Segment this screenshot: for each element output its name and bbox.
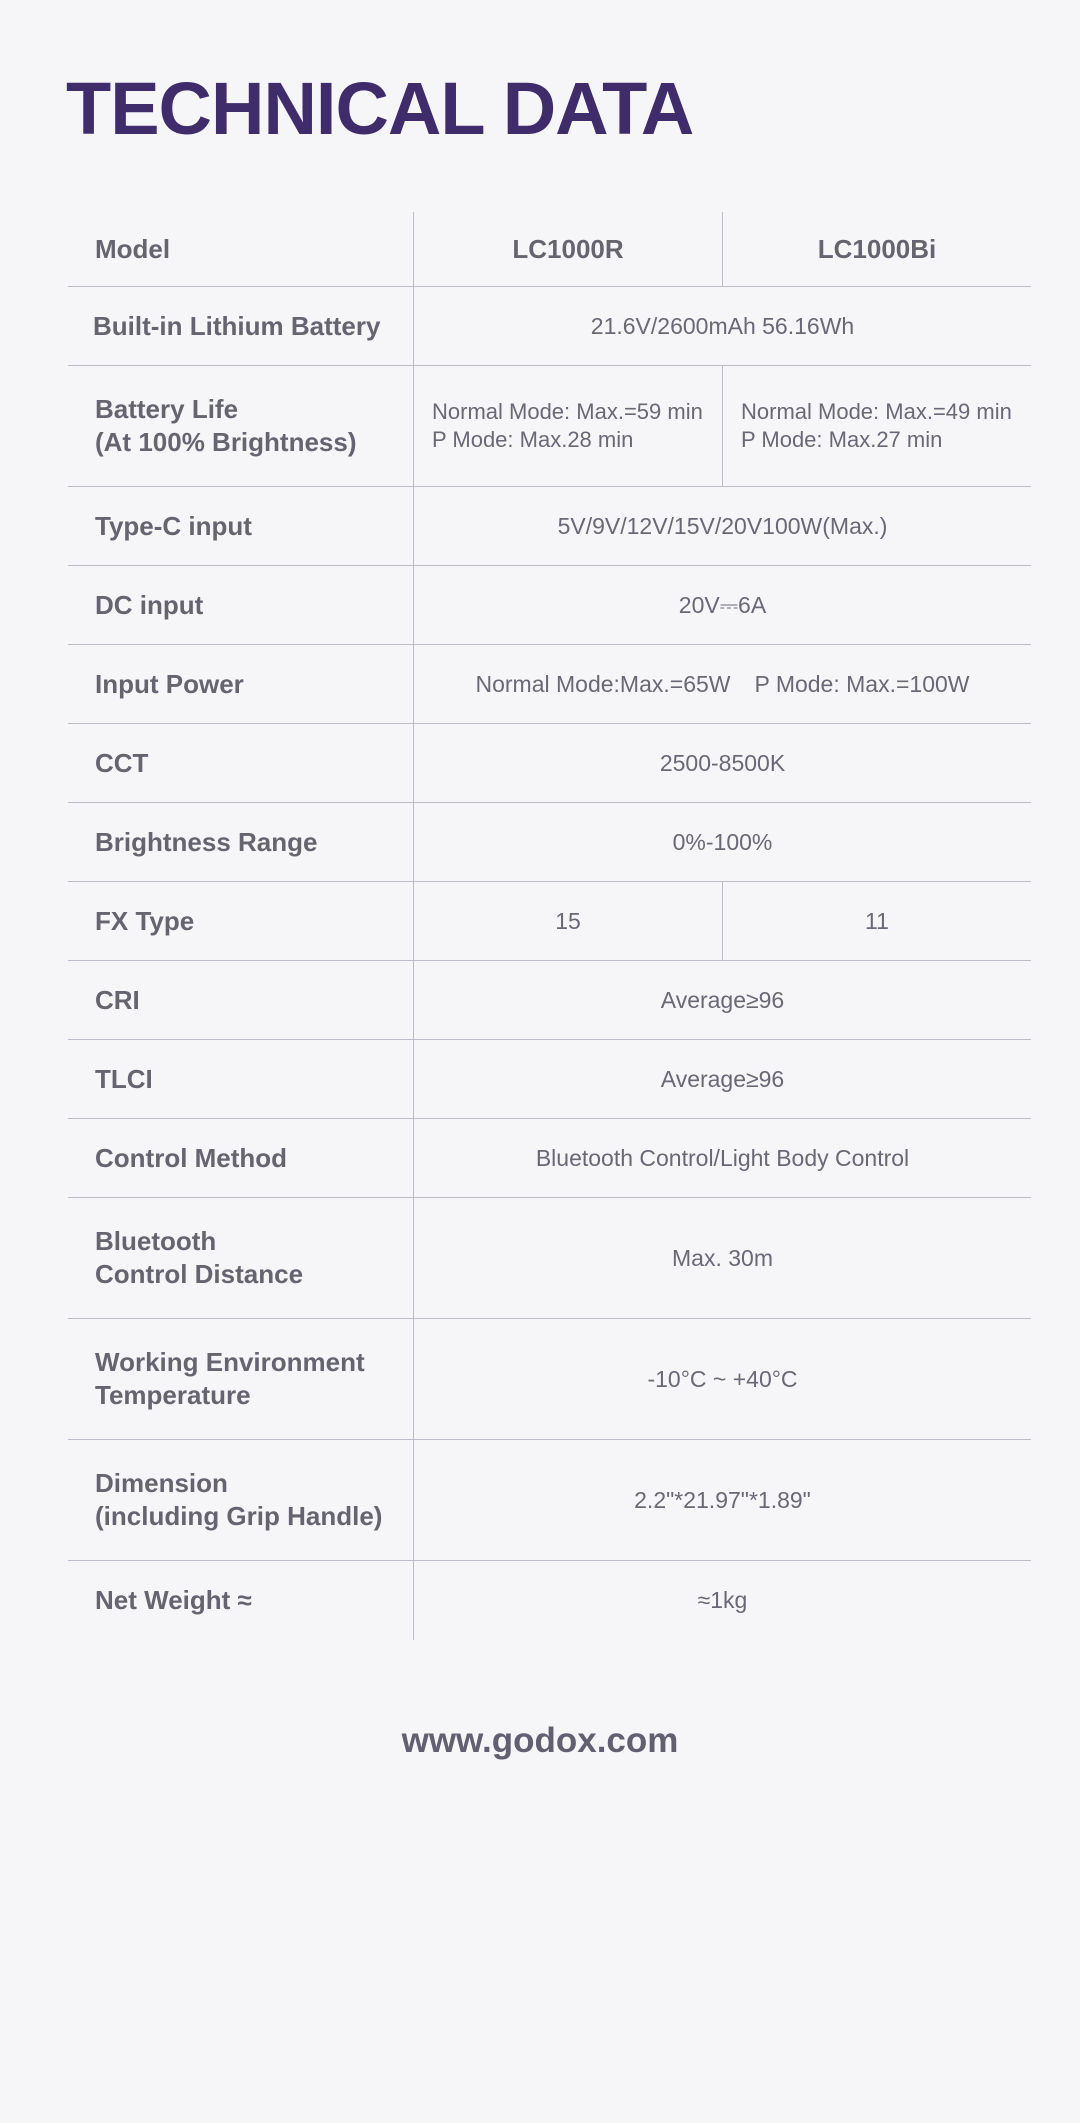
table-row-fx xyxy=(68,882,1031,961)
row-value: 2500-8500K xyxy=(659,749,786,776)
row-value: 2.2"*21.97"*1.89" xyxy=(634,1486,811,1513)
row-label: Type-C input xyxy=(68,487,414,565)
row-value: 20V⎓6A xyxy=(678,591,767,618)
row-label xyxy=(68,1440,414,1560)
table-row-cri xyxy=(68,961,1031,1040)
page-title: TECHNICAL DATA xyxy=(66,67,694,150)
row-label: Built-in Lithium Battery xyxy=(68,287,414,365)
row-label: Net Weight ≈ xyxy=(68,1561,414,1640)
row-label: CCT xyxy=(68,724,414,802)
table-row-control xyxy=(68,1119,1031,1198)
battery-life-normal: Normal Mode: Max.=49 min xyxy=(741,399,1012,424)
row-label-line: (including Grip Handle) xyxy=(95,1501,383,1531)
input-power-normal: Normal Mode:Max.=65W xyxy=(475,670,731,697)
row-label-line: Bluetooth xyxy=(95,1226,217,1256)
row-label: Model xyxy=(68,212,414,286)
model-lc1000bi: LC1000Bi xyxy=(817,233,937,264)
row-label: Control Method xyxy=(68,1119,414,1197)
table-row-dimension xyxy=(68,1440,1031,1561)
table-row-model xyxy=(68,212,1031,287)
fx-lc1000r: 15 xyxy=(414,882,723,960)
battery-life-lc1000r xyxy=(414,366,723,486)
row-label: FX Type xyxy=(68,882,414,960)
model-lc1000r: LC1000R xyxy=(414,212,723,286)
spec-table xyxy=(68,212,1031,1640)
row-label: Brightness Range xyxy=(68,803,414,881)
row-label-line: Temperature xyxy=(95,1380,251,1410)
row-label-line: (At 100% Brightness) xyxy=(95,427,357,457)
row-label xyxy=(68,1319,414,1439)
table-row-battery-life xyxy=(68,366,1031,487)
row-value xyxy=(414,645,1031,723)
row-label xyxy=(68,366,414,486)
row-label: CRI xyxy=(68,961,414,1039)
battery-life-p: P Mode: Max.28 min xyxy=(432,427,634,452)
table-row-brightness xyxy=(68,803,1031,882)
battery-life-lc1000bi xyxy=(723,366,1031,486)
table-row-temperature xyxy=(68,1319,1031,1440)
row-value: 21.6V/2600mAh 56.16Wh xyxy=(590,312,855,339)
row-value: 5V/9V/12V/15V/20V100W(Max.) xyxy=(557,512,888,539)
input-power-p: P Mode: Max.=100W xyxy=(754,670,970,697)
row-label-line: Battery Life xyxy=(95,394,239,424)
table-row-tlci xyxy=(68,1040,1031,1119)
table-row-cct xyxy=(68,724,1031,803)
row-value: Bluetooth Control/Light Body Control xyxy=(535,1144,910,1171)
row-label xyxy=(68,1198,414,1318)
table-row-weight xyxy=(68,1561,1031,1640)
fx-lc1000bi: 11 xyxy=(865,907,889,934)
row-value: Average≥96 xyxy=(660,986,785,1013)
footer-website-link[interactable]: www.godox.com xyxy=(401,1721,679,1760)
row-value: ≈1kg xyxy=(697,1587,748,1613)
row-label-line: Control Distance xyxy=(95,1259,304,1289)
battery-life-p: P Mode: Max.27 min xyxy=(741,427,943,452)
table-row-bt-distance xyxy=(68,1198,1031,1319)
battery-life-normal: Normal Mode: Max.=59 min xyxy=(432,399,703,424)
row-label: Input Power xyxy=(68,645,414,723)
row-value: Average≥96 xyxy=(660,1065,785,1092)
row-label-line: Working Environment xyxy=(95,1347,365,1377)
table-row-dc xyxy=(68,566,1031,645)
row-value: -10°C ~ +40°C xyxy=(647,1365,798,1392)
row-label-line: Dimension xyxy=(95,1468,228,1498)
table-row-input-power xyxy=(68,645,1031,724)
row-label: DC input xyxy=(68,566,414,644)
row-value: Max. 30m xyxy=(672,1244,773,1271)
table-row-battery xyxy=(68,287,1031,366)
table-row-typec xyxy=(68,487,1031,566)
row-label: TLCI xyxy=(68,1040,414,1118)
row-value: 0%-100% xyxy=(672,828,773,855)
